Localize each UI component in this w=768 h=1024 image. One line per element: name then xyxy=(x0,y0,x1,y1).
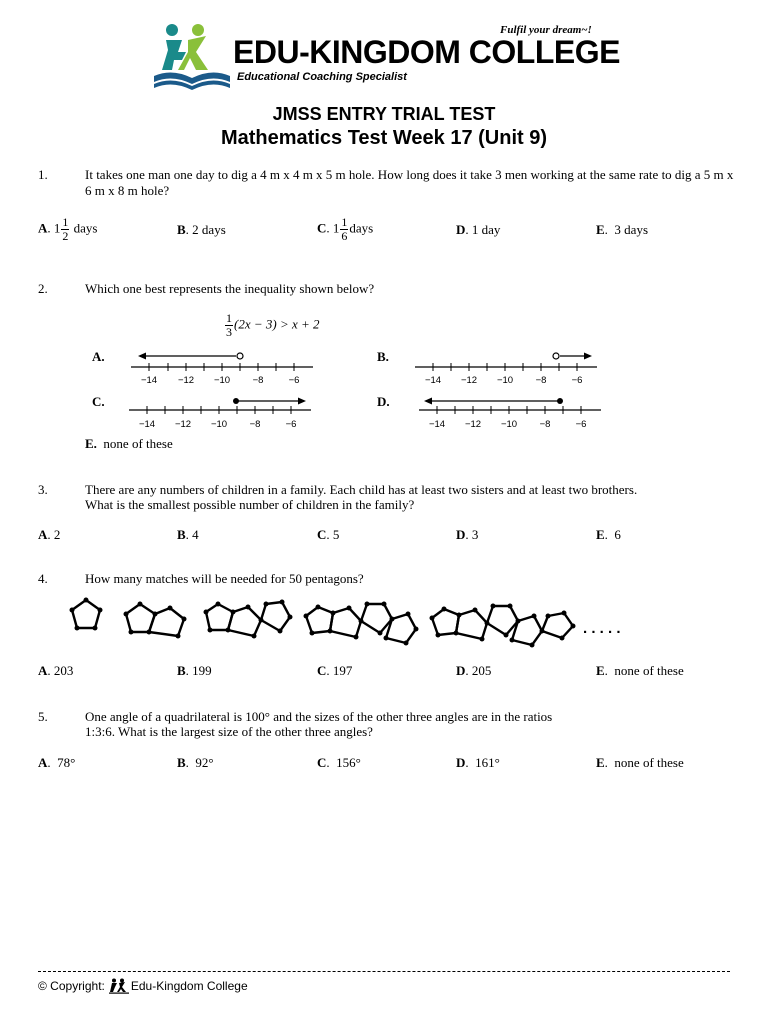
tick-label: −8 xyxy=(252,375,264,386)
option-text: none of these xyxy=(614,755,684,770)
q3-number: 3. xyxy=(38,482,48,497)
q2-number: 2. xyxy=(38,281,48,296)
tick-label: −8 xyxy=(249,419,261,430)
tick-label: −10 xyxy=(496,375,514,386)
test-title: JMSS ENTRY TRIAL TEST xyxy=(272,104,496,124)
option-letter: C xyxy=(317,663,327,678)
pattern-ellipsis: . . . . . xyxy=(583,620,621,637)
tick-label: −12 xyxy=(464,419,482,430)
q3-option-b[interactable]: B. 4 xyxy=(177,527,199,542)
pentagon-4c xyxy=(361,604,392,633)
option-letter: D xyxy=(456,222,466,237)
q4-number: 4. xyxy=(38,571,48,586)
option-text: 203 xyxy=(53,663,74,678)
pentagon-1 xyxy=(72,600,100,628)
q5-text-line1: One angle of a quadrilateral is 100° and the sizes of the other three angles are in the ratios xyxy=(85,709,553,724)
inequality-fraction xyxy=(225,312,233,339)
option-text: 1 day xyxy=(471,222,501,237)
q4-option-c[interactable]: C. 197 xyxy=(317,663,353,678)
tick-label: −10 xyxy=(213,375,231,386)
q3-text-line1: There are any numbers of children in a family. Each child has at least two sisters and at least two brothers. xyxy=(85,482,638,497)
option-whole: 1 xyxy=(53,220,61,236)
college-logo xyxy=(152,20,232,92)
tick-label: −8 xyxy=(535,375,547,386)
fraction-den: 2 xyxy=(62,229,69,243)
tick-label: −6 xyxy=(571,375,583,386)
footer xyxy=(38,978,248,994)
option-text: 6 xyxy=(614,527,621,542)
option-text: 92° xyxy=(195,755,214,770)
option-letter: C xyxy=(317,527,327,542)
q5-option-c[interactable]: C. 156° xyxy=(317,755,361,770)
q5-option-e[interactable]: E. none of these xyxy=(596,755,684,770)
q3-option-d[interactable]: D. 3 xyxy=(456,527,479,542)
number-line-c[interactable] xyxy=(126,391,316,433)
tick-label: −12 xyxy=(174,419,192,430)
test-subtitle: Mathematics Test Week 17 (Unit 9) xyxy=(220,127,548,149)
tick-label: −12 xyxy=(460,375,478,386)
fraction-den: 6 xyxy=(341,229,348,243)
option-text: 205 xyxy=(471,663,492,678)
fraction-den: 3 xyxy=(226,325,232,339)
q4-option-b[interactable]: B. 199 xyxy=(177,663,212,678)
option-letter: E xyxy=(596,663,605,678)
q1-option-c[interactable]: C. 1 $\frac{1}{6}$ days xyxy=(317,215,374,243)
option-letter: D xyxy=(456,663,466,678)
q4-text: How many matches will be needed for 50 pentagons? xyxy=(85,571,364,586)
q1-option-e[interactable]: E. 3 days xyxy=(596,222,649,237)
q1-option-a[interactable]: A. 1 $\frac{1}{2}$ days xyxy=(38,215,98,243)
option-letter: E xyxy=(596,755,605,770)
option-letter: B xyxy=(177,663,186,678)
option-letter: E xyxy=(596,527,605,542)
q5-option-d[interactable]: D. 161° xyxy=(456,755,500,770)
college-subtitle: Educational Coaching Specialist xyxy=(237,71,407,83)
option-letter: E xyxy=(596,222,605,237)
q5-option-a[interactable]: A. 78° xyxy=(38,755,76,770)
q5-number: 5. xyxy=(38,709,48,724)
q3-option-a[interactable]: A. 2 xyxy=(38,527,61,542)
fraction-num: 1 xyxy=(226,311,232,325)
option-text: 2 xyxy=(53,527,61,542)
option-text: 199 xyxy=(192,663,212,678)
option-letter: A xyxy=(38,220,48,236)
fraction-num: 1 xyxy=(62,215,69,229)
tick-label: −14 xyxy=(138,419,156,430)
option-text: 78° xyxy=(57,755,76,770)
option-text: none of these xyxy=(614,663,684,678)
footer-divider xyxy=(38,971,730,972)
number-line-a[interactable] xyxy=(128,346,318,388)
tick-label: −14 xyxy=(140,375,158,386)
q5-text-line2: 1:3:6. What is the largest size of the other three angles? xyxy=(85,724,373,739)
option-unit: days xyxy=(73,220,98,236)
tick-label: −10 xyxy=(500,419,518,430)
option-text: 3 xyxy=(471,527,479,542)
option-text: 3 days xyxy=(614,222,649,237)
number-line-b[interactable] xyxy=(412,346,602,388)
tick-label: −6 xyxy=(288,375,300,386)
pentagon-5c xyxy=(487,606,518,635)
fraction-num: 1 xyxy=(341,215,348,229)
option-letter: B xyxy=(177,755,186,770)
option-letter: E. xyxy=(85,436,97,451)
option-whole: 1 xyxy=(332,220,340,236)
q4-option-e[interactable]: E. none of these xyxy=(596,663,684,678)
q1-option-d[interactable]: D. 1 day xyxy=(456,222,501,237)
tick-label: −10 xyxy=(210,419,228,430)
option-letter: D xyxy=(456,755,466,770)
option-letter: D xyxy=(456,527,466,542)
option-letter: A xyxy=(38,527,48,542)
q3-option-e[interactable]: E. 6 xyxy=(596,527,621,542)
option-letter: A xyxy=(38,663,48,678)
tick-label: −12 xyxy=(177,375,195,386)
q3-text-line2: What is the smallest possible number of children in the family? xyxy=(85,497,415,512)
q2-text: Which one best represents the inequality shown below? xyxy=(85,281,375,296)
option-fraction xyxy=(61,216,69,243)
inequality-expression: (2x − 3) > x + 2 xyxy=(234,316,320,332)
option-text: 197 xyxy=(332,663,353,678)
option-text: 5 xyxy=(332,527,340,542)
option-letter: C xyxy=(317,220,327,236)
logo-emblem-icon xyxy=(152,20,232,92)
q5-option-b[interactable]: B. 92° xyxy=(177,755,214,770)
option-letter: B xyxy=(177,222,186,237)
option-text: 2 days xyxy=(192,222,226,237)
q2-inequality xyxy=(224,312,320,339)
q1-number: 1. xyxy=(38,167,48,182)
q4-option-d[interactable]: D. 205 xyxy=(456,663,492,678)
option-text: 156° xyxy=(336,755,361,770)
q1-option-b[interactable]: B. 2 days xyxy=(177,222,226,237)
option-letter: A xyxy=(38,755,48,770)
q1-text: It takes one man one day to dig a 4 m x 4 m x 5 m hole. How long does it take 3 men working at the same rate to dig a 5 m x 6 m x 8 m hole? xyxy=(85,167,734,198)
college-name: EDU-KINGDOM COLLEGE xyxy=(233,34,620,70)
tick-label: −14 xyxy=(428,419,446,430)
number-line-d[interactable] xyxy=(416,391,606,433)
option-letter: B xyxy=(177,527,186,542)
q2-option-b-label: B. xyxy=(377,349,389,364)
option-text: none of these xyxy=(103,436,173,451)
q2-option-e[interactable] xyxy=(85,436,173,452)
tick-label: −6 xyxy=(575,419,587,430)
slogan: Fulfil your dream~! xyxy=(500,24,592,36)
tick-label: −8 xyxy=(539,419,551,430)
option-unit: days xyxy=(349,220,374,236)
q2-option-d-label: D. xyxy=(377,394,390,409)
footer-college-name: Edu-Kingdom College xyxy=(130,979,248,993)
option-fraction xyxy=(340,216,348,243)
footer-copyright: © Copyright: xyxy=(38,979,105,993)
tick-label: −14 xyxy=(424,375,442,386)
q4-option-a[interactable]: A. 203 xyxy=(38,663,74,678)
option-text: 161° xyxy=(475,755,500,770)
logo-small-icon xyxy=(109,978,129,994)
q3-option-c[interactable]: C. 5 xyxy=(317,527,340,542)
pentagon-matches-figure xyxy=(60,592,640,652)
option-text: 4 xyxy=(192,527,199,542)
tick-label: −6 xyxy=(285,419,297,430)
option-letter: C xyxy=(317,755,327,770)
q2-option-a-label: A. xyxy=(92,349,105,364)
q2-option-c-label: C. xyxy=(92,394,105,409)
